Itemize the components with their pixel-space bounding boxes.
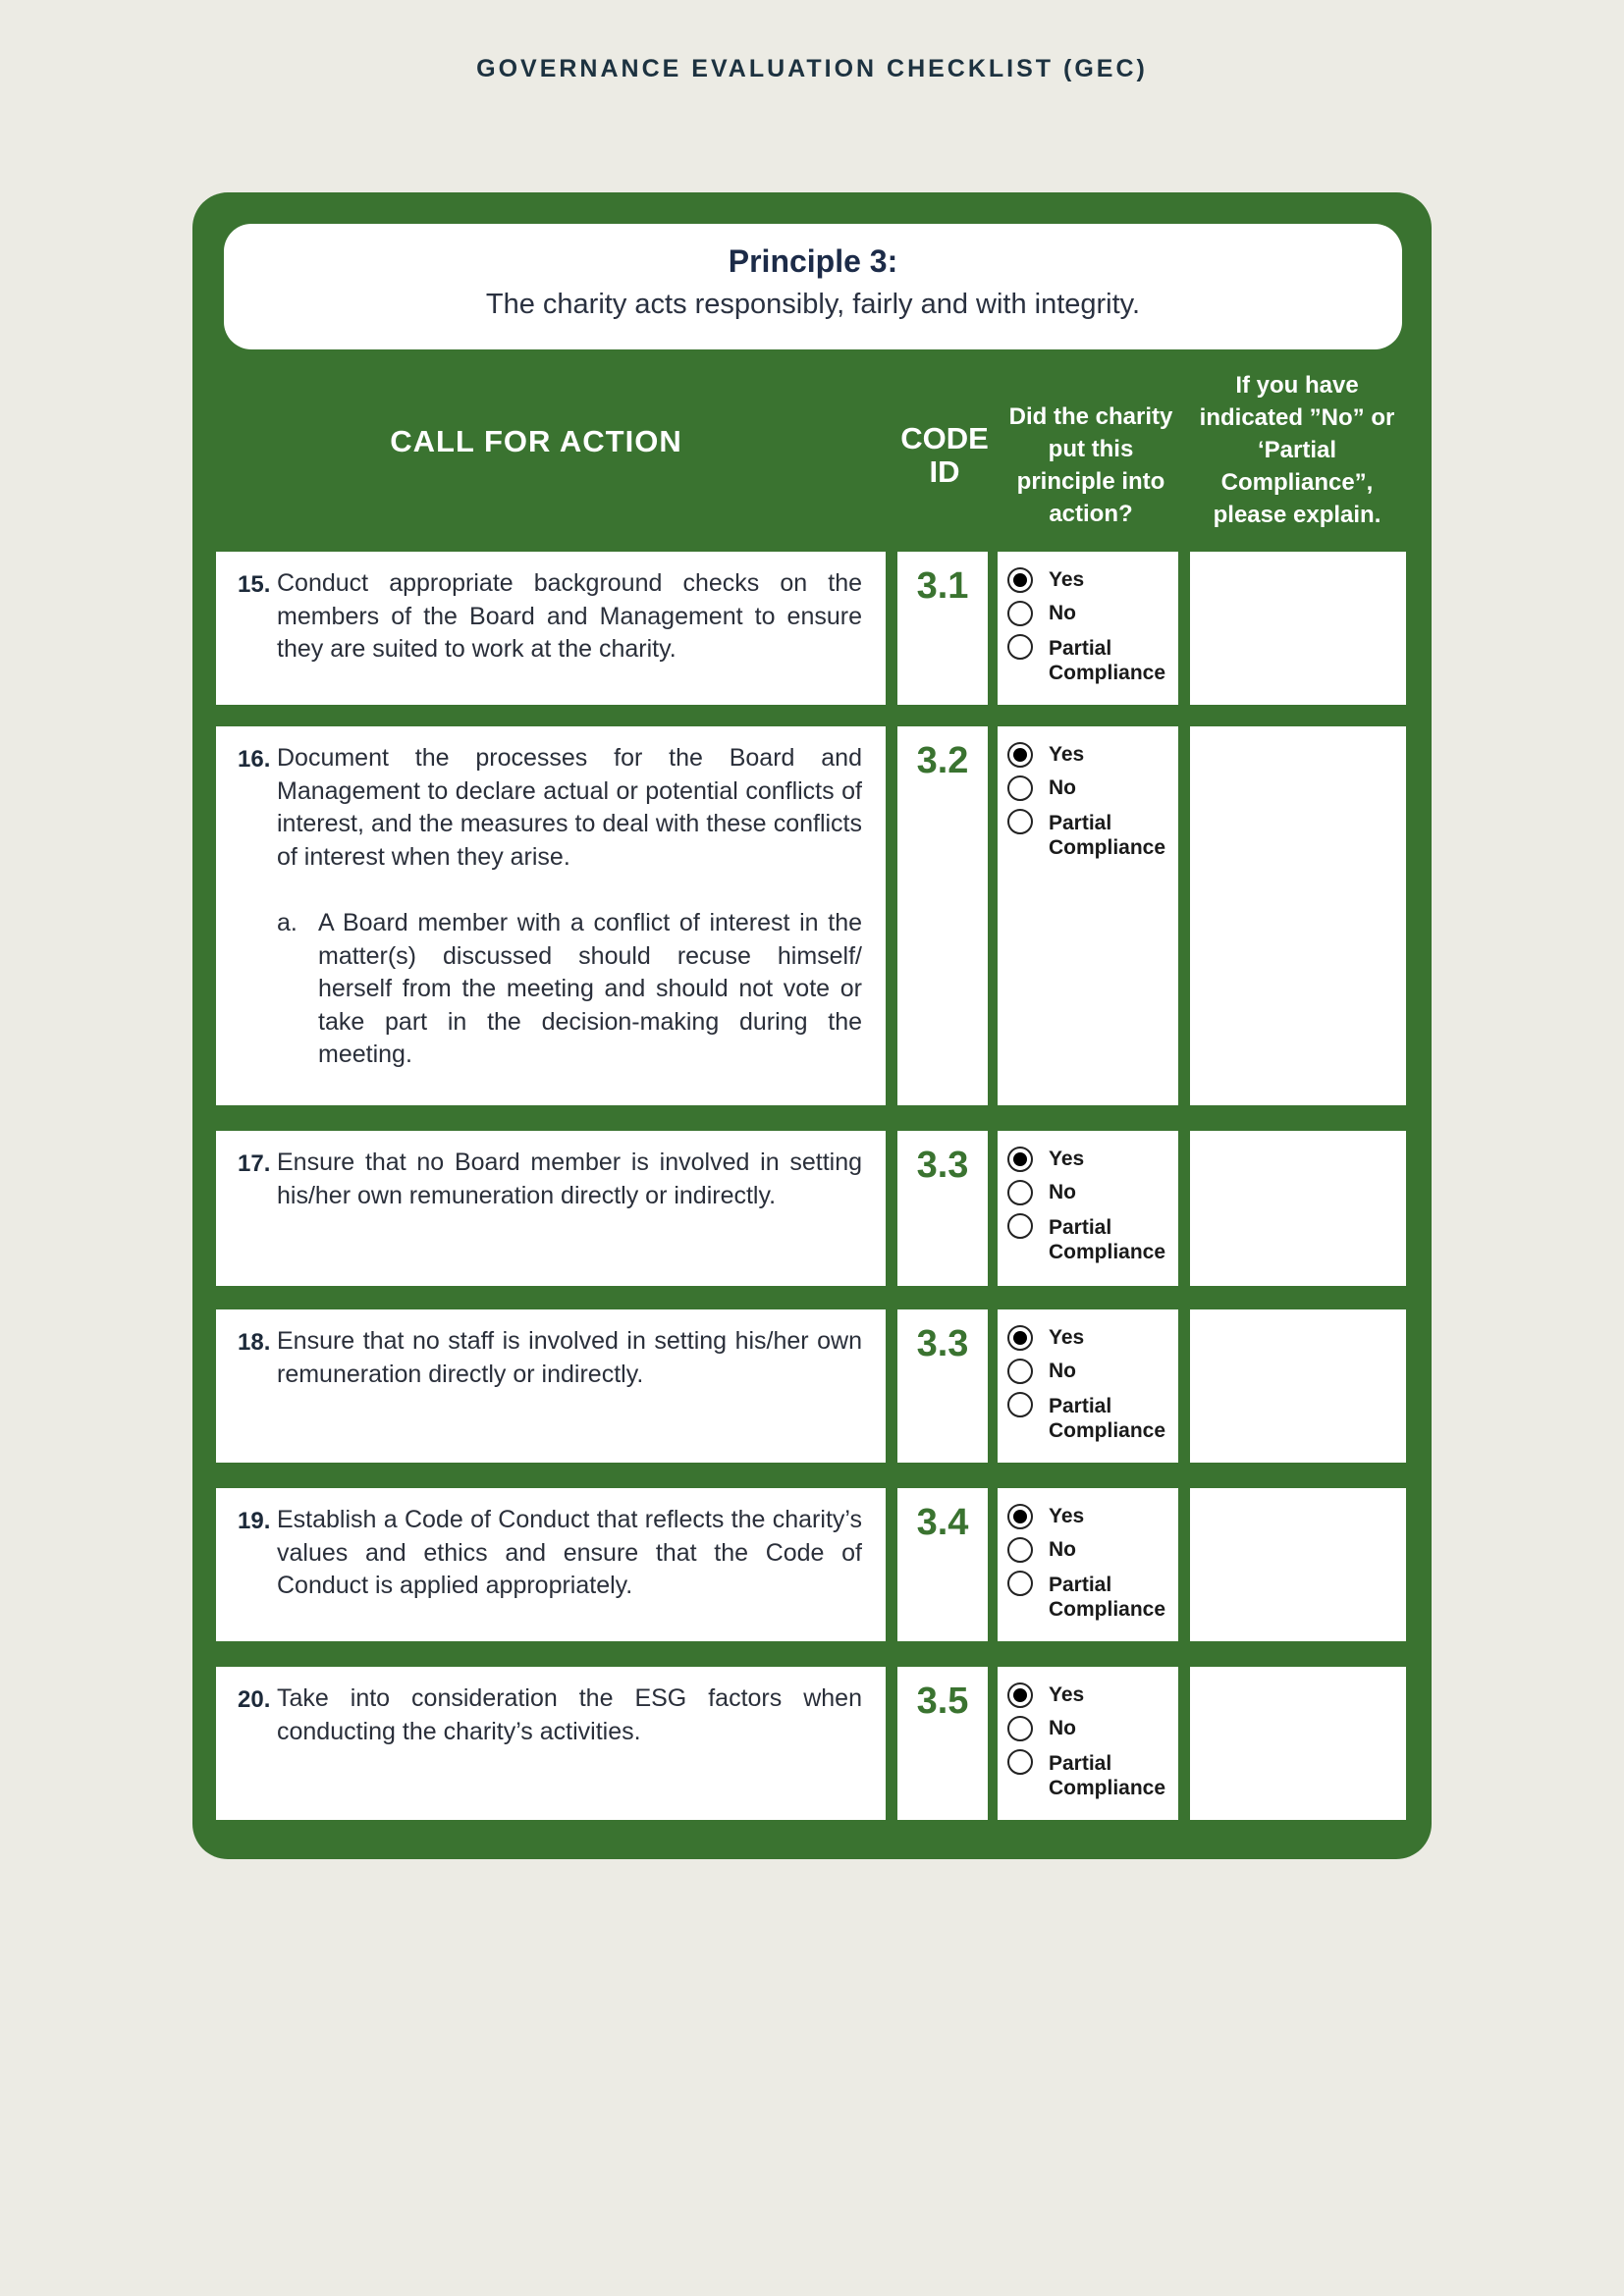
code-id: 3.3 — [916, 1145, 969, 1186]
radio-yes[interactable] — [1007, 742, 1033, 768]
row-number: 15. — [238, 571, 271, 598]
answer-cell — [998, 726, 1178, 1105]
option-no-label: No — [1049, 1717, 1076, 1739]
option-yes-label: Yes — [1049, 1148, 1085, 1170]
explanation-cell[interactable] — [1190, 726, 1406, 1105]
principle-panel — [192, 192, 1432, 1859]
action-text: Ensure that no Board member is involved in setting his/her own remuneration directly or indirectly. — [277, 1148, 862, 1209]
action-text: Document the processes for the Board and Management to declare actual or potential conflicts of interest, and the measures to deal with these conflicts of interest when they arise. — [277, 744, 862, 871]
header-did-action: Did the charity put this principle into action? — [1008, 403, 1173, 527]
code-id: 3.2 — [916, 740, 969, 781]
radio-no[interactable] — [1007, 1716, 1033, 1741]
row-number: 16. — [238, 746, 271, 773]
radio-no[interactable] — [1007, 775, 1033, 801]
document-title: GOVERNANCE EVALUATION CHECKLIST (GEC) — [476, 55, 1148, 82]
radio-yes[interactable] — [1007, 1147, 1033, 1172]
explanation-cell[interactable] — [1190, 552, 1406, 705]
action-cell — [216, 552, 886, 705]
option-partial-label: Partial Compliance — [1049, 1752, 1166, 1799]
principle-header — [224, 224, 1402, 349]
action-cell — [216, 1309, 886, 1463]
option-no-label: No — [1049, 602, 1076, 624]
radio-yes[interactable] — [1007, 567, 1033, 593]
option-partial-label: Partial Compliance — [1049, 1216, 1166, 1263]
action-cell — [216, 726, 886, 1105]
table-row — [192, 552, 1432, 705]
radio-partial[interactable] — [1007, 1213, 1033, 1239]
option-no-label: No — [1049, 1538, 1076, 1561]
action-text: Ensure that no staff is involved in setting his/her own remuneration directly or indirectly. — [277, 1327, 862, 1388]
option-no-label: No — [1049, 776, 1076, 799]
code-id: 3.4 — [916, 1502, 969, 1543]
explanation-cell[interactable] — [1190, 1131, 1406, 1286]
radio-partial[interactable] — [1007, 634, 1033, 660]
radio-no[interactable] — [1007, 1180, 1033, 1205]
header-code-id: CODE ID — [900, 421, 989, 489]
row-number: 19. — [238, 1508, 271, 1534]
code-id: 3.5 — [916, 1681, 969, 1722]
option-yes-label: Yes — [1049, 568, 1085, 591]
code-cell — [897, 1667, 988, 1820]
radio-partial[interactable] — [1007, 809, 1033, 834]
sub-item — [277, 907, 862, 1072]
table-row — [192, 1131, 1432, 1286]
code-cell — [897, 1309, 988, 1463]
radio-no[interactable] — [1007, 1359, 1033, 1384]
action-text: Take into consideration the ESG factors when conducting the charity’s activities. — [277, 1684, 862, 1745]
answer-cell — [998, 1309, 1178, 1463]
header-call-for-action: CALL FOR ACTION — [390, 424, 682, 458]
radio-yes[interactable] — [1007, 1504, 1033, 1529]
answer-cell — [998, 1131, 1178, 1286]
answer-cell — [998, 552, 1178, 705]
code-id: 3.3 — [916, 1323, 969, 1364]
sub-item-text: A Board member with a conflict of interest in the matter(s) discussed should recuse himself/ herself from the meeting and should not vote or take part in the decision-making during the meeting. — [318, 909, 862, 1068]
option-partial-label: Partial Compliance — [1049, 1395, 1166, 1442]
action-text: Conduct appropriate background checks on the members of the Board and Management to ensure they are suited to work at the charity. — [277, 569, 862, 663]
code-id: 3.1 — [916, 565, 969, 607]
option-partial-label: Partial Compliance — [1049, 637, 1166, 684]
table-row — [192, 1488, 1432, 1641]
radio-partial[interactable] — [1007, 1749, 1033, 1775]
action-cell — [216, 1131, 886, 1286]
radio-yes[interactable] — [1007, 1682, 1033, 1708]
code-cell — [897, 552, 988, 705]
table-row — [192, 726, 1432, 1105]
explanation-cell[interactable] — [1190, 1488, 1406, 1641]
explanation-cell[interactable] — [1190, 1667, 1406, 1820]
principle-description: The charity acts responsibly, fairly and with integrity. — [485, 289, 1141, 320]
radio-partial[interactable] — [1007, 1392, 1033, 1417]
option-yes-label: Yes — [1049, 1505, 1085, 1527]
answer-cell — [998, 1667, 1178, 1820]
answer-cell — [998, 1488, 1178, 1641]
option-yes-label: Yes — [1049, 743, 1085, 766]
action-text: Establish a Code of Conduct that reflects the charity’s values and ethics and ensure that the Code of Conduct is applied appropriately. — [277, 1506, 862, 1599]
explanation-cell[interactable] — [1190, 1309, 1406, 1463]
row-number: 17. — [238, 1150, 271, 1177]
table-row — [192, 1309, 1432, 1463]
header-explain: If you have indicated ”No” or ‘Partial Compliance”, please explain. — [1199, 372, 1395, 528]
option-no-label: No — [1049, 1360, 1076, 1382]
option-yes-label: Yes — [1049, 1326, 1085, 1349]
option-yes-label: Yes — [1049, 1683, 1085, 1706]
code-cell — [897, 1488, 988, 1641]
sub-item-label: a. — [277, 909, 298, 936]
option-partial-label: Partial Compliance — [1049, 812, 1166, 859]
radio-no[interactable] — [1007, 1537, 1033, 1563]
row-number: 20. — [238, 1686, 271, 1713]
radio-no[interactable] — [1007, 601, 1033, 626]
code-cell — [897, 726, 988, 1105]
action-cell — [216, 1488, 886, 1641]
radio-yes[interactable] — [1007, 1325, 1033, 1351]
option-partial-label: Partial Compliance — [1049, 1574, 1166, 1621]
table-row — [192, 1667, 1432, 1820]
action-cell — [216, 1667, 886, 1820]
principle-title: Principle 3: — [728, 243, 898, 279]
row-number: 18. — [238, 1329, 271, 1356]
option-no-label: No — [1049, 1181, 1076, 1203]
radio-partial[interactable] — [1007, 1571, 1033, 1596]
code-cell — [897, 1131, 988, 1286]
